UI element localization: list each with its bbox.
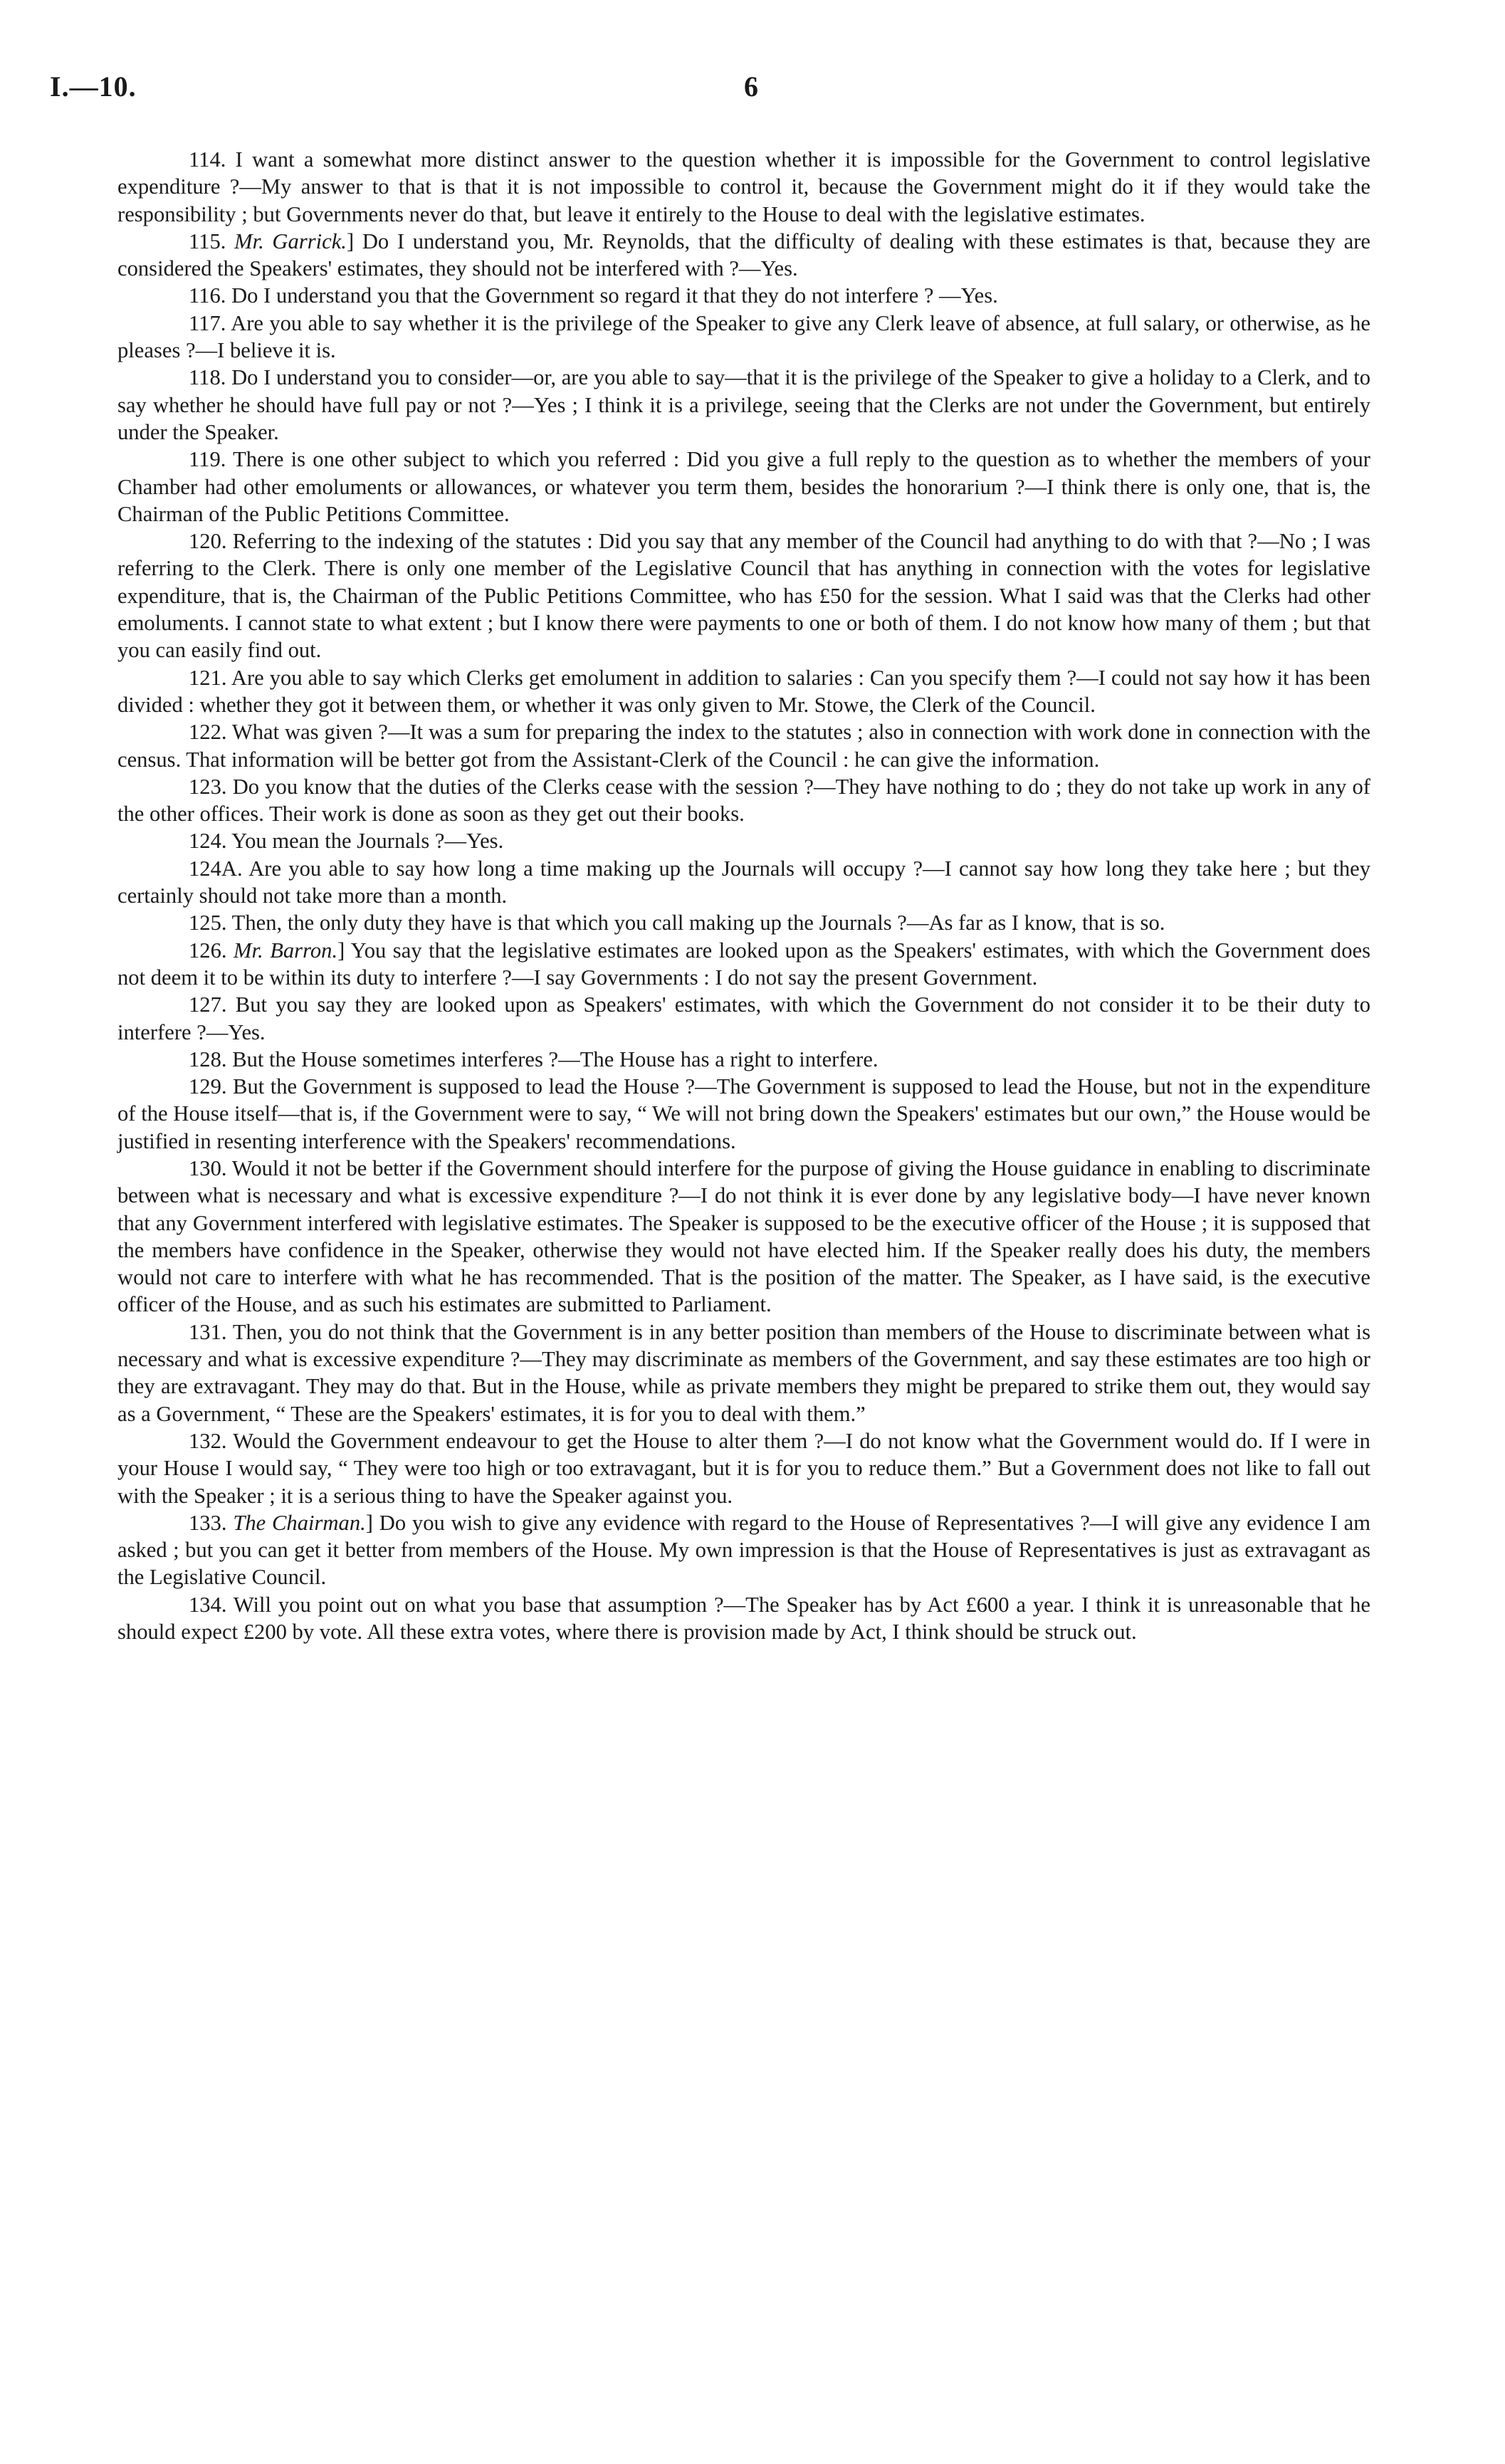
evidence-paragraph	[117, 664, 1370, 719]
paragraph-text: Then, the only duty they have is that which you call making up the Journals ?—As far as I know, that is so.	[231, 911, 1165, 935]
evidence-paragraph: 115. Mr. Garrick.] Do I understand you, Mr. Reynolds, that the difficulty of dealing with these estimates is that, because they are considered the Speakers' estimates, they should not be interfered with ?—Yes.	[117, 229, 1370, 281]
paragraph-text: Referring to the indexing of the statutes : Did you say that any member of the Council had anything to do with that ?—No ; I was referring to the Clerk. There is only one member of the Legislative Council that has anything in connection with the votes for legislative expenditure, that is, the Chairman of the Public Petitions Committee, who has £50 for the session. What I said was that the Clerks had other emoluments. I cannot state to what extent ; but I know there were payments to one or both of them. I do not know how many of them ; but that you can easily find out.	[117, 529, 1371, 663]
evidence-paragraph	[117, 310, 1370, 365]
paragraph-text: Do I understand you to consider—or, are you able to say—that it is the privilege of the Speaker to give a holiday to a Clerk, and to say whether he should have full pay or not ?—Yes ; I think it is a privilege, seeing that the Clerks are not under the Government, but entirely under the Speaker.	[117, 365, 1370, 444]
evidence-paragraph	[117, 364, 1370, 446]
evidence-paragraph	[117, 827, 1370, 854]
paragraph-text: I want a somewhat more distinct answer to the question whether it is impossible for the Government to control legislative expenditure ?—My answer to that is that it is not impossible to control it, because the Government might do it if they would take the responsibility ; but Governments never do that, but leave it entirely to the House to deal with the legislative estimates.	[117, 147, 1370, 226]
paragraph-text: Do you wish to give any evidence with regard to the House of Representatives ?—I will give any evidence I am asked ; but you can get it better from members of the House. My own impression is that the House of Representatives is just as extravagant as the Legislative Council.	[117, 1510, 1370, 1590]
page-number: 6	[744, 70, 758, 103]
evidence-paragraph	[117, 1318, 1370, 1427]
paragraph-text: You mean the Journals ?—Yes.	[231, 829, 504, 854]
paragraph-text: There is one other subject to which you referred : Did you give a full reply to the question as to whether the members of your Chamber had other emoluments or allowances, or whatever you term them, besides the honorarium ?—I think there is only one, that is, the Chairman of the Public Petitions Committee.	[117, 447, 1370, 526]
paragraph-text: Then, you do not think that the Government is in any better position than members of the House to discriminate between what is necessary and what is excessive expenditure ?—They may discriminate as members of the Government, and say these estimates are too high or they are extravagant. They may do that. But in the House, while as private members they might be prepared to strike them out, they would say as a Government, “ These are the Speakers' estimates, it is for you to deal with them.”	[117, 1319, 1370, 1426]
evidence-paragraph: 126. Mr. Barron.] You say that the legislative estimates are looked upon as the Speakers' estimates, with which the Government does not deem it to be within its duty to interfere ?—I say Governments : I do not say the present Government.	[117, 938, 1371, 990]
question-number: 128.	[189, 1047, 227, 1071]
evidence-paragraph	[117, 1155, 1370, 1318]
speaker-name: Mr. Barron.	[234, 938, 338, 963]
evidence-paragraph	[117, 528, 1370, 664]
question-number: 132.	[189, 1428, 227, 1453]
question-number: 134.	[189, 1592, 227, 1617]
evidence-paragraph	[117, 282, 1370, 309]
evidence-paragraph	[117, 1591, 1370, 1646]
evidence-paragraph	[117, 1046, 1370, 1073]
question-number: 120.	[189, 529, 227, 554]
paragraph-text: But the House sometimes interferes ?—The House has a right to interfere.	[232, 1047, 879, 1071]
evidence-paragraph	[117, 146, 1370, 228]
question-number: 129.	[189, 1074, 227, 1099]
question-number: 123.	[189, 774, 227, 799]
document-reference: I.—10.	[50, 70, 137, 103]
paragraph-text: You say that the legislative estimates are looked upon as the Speakers' estimates, with which the Government does not deem it to be within its duty to interfere ?—I say Governments : I do not say the present Government.	[117, 938, 1371, 990]
question-number: 121.	[189, 665, 227, 690]
paragraph-text: What was given ?—It was a sum for preparing the index to the statutes ; also in connection with work done in connection with the census. That information will be better got from the Assistant-Clerk of the Council : he can give the information.	[117, 720, 1370, 772]
paragraph-text: Do I understand you that the Government so regard it that they do not interfere ? —Yes.	[231, 283, 998, 308]
question-number: 126.	[189, 938, 227, 963]
paragraph-text: Are you able to say which Clerks get emolument in addition to salaries : Can you specify them ?—I could not say how it has been divided : whether they got it between them, or whether it was only given to Mr. Stowe, the Clerk of the Council.	[117, 665, 1370, 717]
paragraph-text: Are you able to say whether it is the privilege of the Speaker to give any Clerk leave of absence, at full salary, or otherwise, as he pleases ?—I believe it is.	[117, 310, 1371, 363]
evidence-paragraph: 133. The Chairman.] Do you wish to give any evidence with regard to the House of Representatives ?—I will give any evidence I am asked ; but you can get it better from members of the House. My own impression is that the House of Representatives is just as extravagant as the Legislative Council.	[117, 1510, 1370, 1590]
speaker-name: The Chairman.	[233, 1510, 366, 1535]
question-number: 133.	[189, 1510, 227, 1535]
question-number: 118.	[189, 365, 226, 390]
paragraph-text: But the Government is supposed to lead the House ?—The Government is supposed to lead the House, but not in the expenditure of the House itself—that is, if the Government were to say, “ We will not bring down the Speakers' estimates but our own,” the House would be justified in resenting interference with the Speakers' recommendations.	[117, 1074, 1371, 1153]
page-header	[50, 70, 1445, 112]
evidence-paragraph	[117, 1073, 1370, 1155]
evidence-paragraph	[117, 991, 1370, 1046]
question-number: 116.	[189, 283, 226, 308]
evidence-body	[117, 146, 1370, 1645]
question-number: 124.	[189, 829, 227, 854]
paragraph-text: Will you point out on what you base that assumption ?—The Speaker has by Act £600 a year. I think it is unreasonable that he should expect £200 by vote. All these extra votes, where there is provision made by Act, I think should be struck out.	[117, 1592, 1370, 1645]
evidence-paragraph	[117, 446, 1370, 528]
question-number: 125.	[189, 911, 227, 935]
evidence-paragraph	[117, 909, 1370, 936]
question-number: 115.	[189, 229, 226, 253]
evidence-paragraph	[117, 1427, 1370, 1509]
question-number: 117.	[189, 310, 226, 335]
question-number: 124A.	[189, 856, 243, 881]
question-number: 130.	[189, 1155, 227, 1180]
question-number: 114.	[189, 147, 226, 172]
evidence-paragraph	[117, 773, 1370, 828]
paragraph-text: Do I understand you, Mr. Reynolds, that the difficulty of dealing with these estimates is that, because they are considered the Speakers' estimates, they should not be interfered with ?—Yes.	[117, 229, 1370, 281]
question-number: 131.	[189, 1319, 227, 1344]
evidence-paragraph	[117, 855, 1370, 910]
paragraph-text: But you say they are looked upon as Speakers' estimates, with which the Government do not consider it to be their duty to interfere ?—Yes.	[117, 992, 1370, 1044]
question-number: 119.	[189, 447, 226, 472]
evidence-paragraph	[117, 718, 1370, 773]
paragraph-text: Do you know that the duties of the Clerks cease with the session ?—They have nothing to do ; they do not take up work in any of the other offices. Their work is done as soon as they get out their books.	[117, 774, 1370, 827]
paragraph-text: Would it not be better if the Government should interfere for the purpose of giving the House guidance in enabling to discriminate between what is necessary and what is excessive expenditure ?—I do not think it is ever done by any legislative body—I have never known that any Government interfered with legislative estimates. The Speaker is supposed to be the executive officer of the House ; it is supposed that the members have confidence in the Speaker, otherwise they would not have elected him. If the Speaker really does his duty, the members would not care to interfere with what he has recommended. That is the position of the matter. The Speaker, as I have said, is the executive officer of the House, and as such his estimates are submitted to Parliament.	[117, 1155, 1370, 1317]
speaker-name: Mr. Garrick.	[234, 229, 347, 253]
question-number: 122.	[189, 720, 227, 745]
question-number: 127.	[189, 992, 227, 1017]
paragraph-text: Are you able to say how long a time making up the Journals will occupy ?—I cannot say how long they take here ; but they certainly should not take more than a month.	[117, 856, 1370, 908]
paragraph-text: Would the Government endeavour to get the House to alter them ?—I do not know what the Government would do. If I were in your House I would say, “ They were too high or too extravagant, but it is for you to reduce them.” But a Government does not like to fall out with the Speaker ; it is a serious thing to have the Speaker against you.	[117, 1428, 1370, 1508]
